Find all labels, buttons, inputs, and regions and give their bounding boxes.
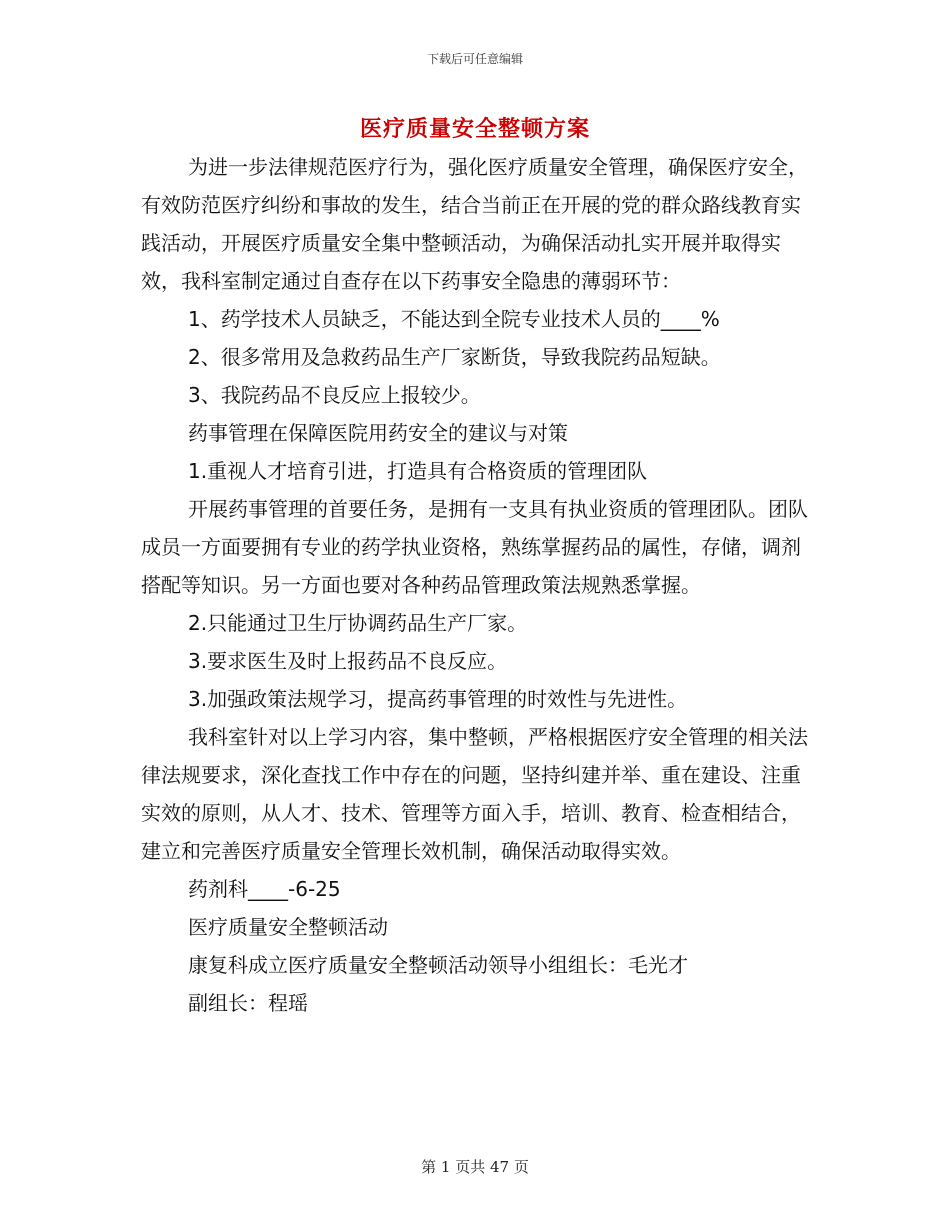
body-line: 副组长：程瑶 bbox=[188, 991, 308, 1015]
intro-paragraph: 为进一步法律规范医疗行为，强化医疗质量安全管理，确保医疗安全，有效防范医疗纠纷和事故的发生，结合当前正在开展的党的群众路线教育实践活动，开展医疗质量安全集中整顿活动，为确保活动扎实开展并取得实效，我科室制定通过自查存在以下药事安全隐患的薄弱环节： bbox=[141, 155, 808, 293]
body-paragraph: 我科室针对以上学习内容，集中整顿，严格根据医疗安全管理的相关法律法规要求，深化查找工作中存在的问题，坚持纠建并举、重在建设、注重实效的原则，从人才、技术、管理等方面入手，培训、教育、检查相结合，建立和完善医疗质量安全管理长效机制，确保活动取得实效。 bbox=[141, 725, 808, 863]
list-item: 3、我院药品不良反应上报较少。 bbox=[188, 383, 481, 407]
signature-date: 药剂科____-6-25 bbox=[188, 877, 341, 901]
list-item: 3.要求医生及时上报药品不良反应。 bbox=[188, 649, 508, 673]
list-item: 2.只能通过卫生厅协调药品生产厂家。 bbox=[188, 611, 528, 635]
body-paragraph: 开展药事管理的首要任务，是拥有一支具有执业资质的管理团队。团队成员一方面要拥有专业的药学执业资格，熟练掌握药品的属性，存储，调剂搭配等知识。另一方面也要对各种药品管理政策法规熟悉掌握。 bbox=[141, 497, 808, 597]
document-title: 医疗质量安全整顿方案 bbox=[359, 117, 590, 142]
list-item: 2、很多常用及急救药品生产厂家断货，导致我院药品短缺。 bbox=[188, 345, 721, 369]
list-item: 1.重视人才培育引进，打造具有合格资质的管理团队 bbox=[188, 459, 648, 483]
list-item: 3.加强政策法规学习，提高药事管理的时效性与先进性。 bbox=[188, 687, 688, 711]
page-footer: 第 1 页共 47 页 bbox=[421, 1158, 529, 1176]
body-line: 康复科成立医疗质量安全整顿活动领导小组组长：毛光才 bbox=[188, 953, 688, 977]
section-heading: 药事管理在保障医院用药安全的建议与对策 bbox=[188, 421, 568, 445]
document-body bbox=[141, 148, 811, 1022]
section-heading: 医疗质量安全整顿活动 bbox=[188, 915, 388, 939]
list-item: 1、药学技术人员缺乏，不能达到全院专业技术人员的____% bbox=[188, 307, 720, 331]
page-header: 下载后可任意编辑 bbox=[426, 52, 523, 66]
